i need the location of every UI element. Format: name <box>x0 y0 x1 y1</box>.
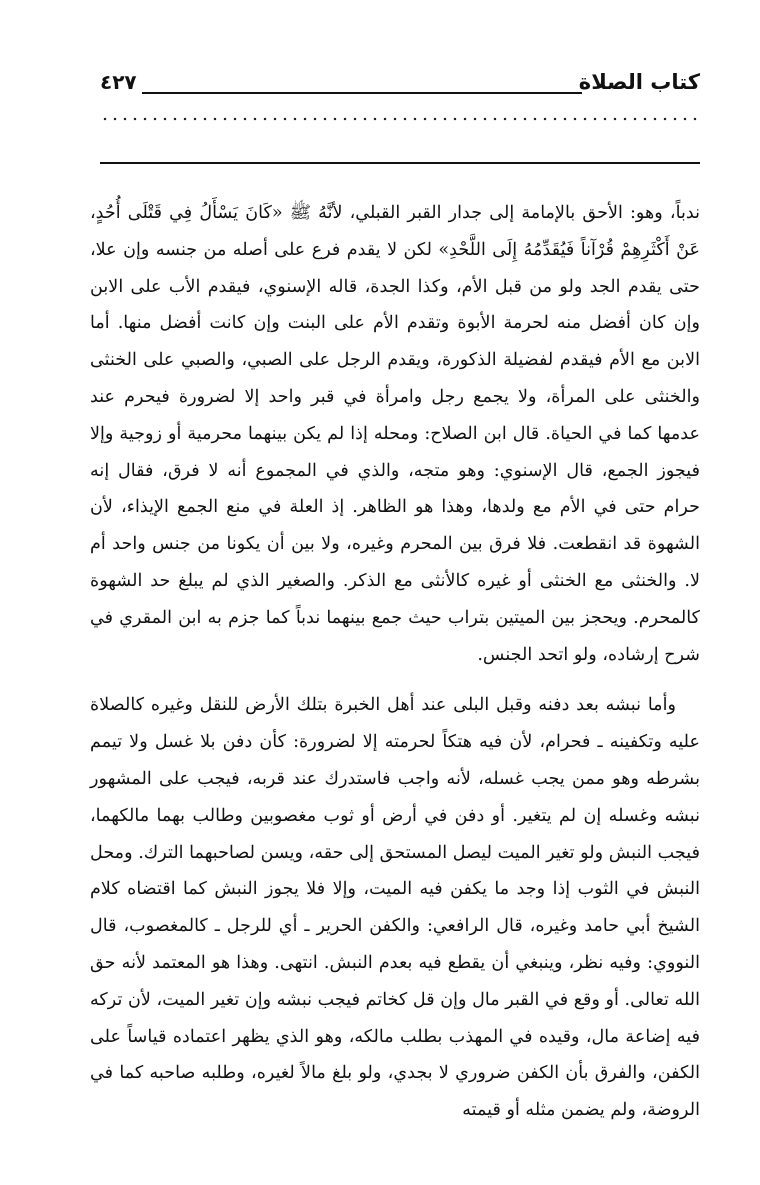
paragraph-1: ندباً، وهو: الأحق بالإمامة إلى جدار القبر القبلي، لأنَّهُ ﷺ «كَانَ يَسْأَلُ فِي قَتْلَى أُحُدٍ، عَنْ أَكْثَرِهِمْ قُرْآناً فَيُقَدِّمُهُ إِلَى اللَّحْدِ» لكن لا يقدم فرع على أصله من جنسه وإن علا، حتى يقدم الجد ولو من قبل الأم، وكذا الجدة، قاله الإسنوي، فيقدم الأب على الابن وإن كان أفضل منه لحرمة الأبوة وتقدم الأم على البنت وإن كانت أفضل منها. أما الابن مع الأم فيقدم لفضيلة الذكورة، ويقدم الرجل على الصبي، والصبي على الخنثى والخنثى على المرأة، ولا يجمع رجل وامرأة في قبر واحد إلا لضرورة فيحرم عند عدمها كما في الحياة. قال ابن الصلاح: ومحله إذا لم يكن بينهما محرمية أو زوجية وإلا فيجوز الجمع، قال الإسنوي: وهو متجه، والذي في المجموع أنه لا فرق، فقال إنه حرام حتى في الأم مع ولدها، وهذا هو الظاهر. إذ العلة في منع الجمع الإيذاء، لأن الشهوة قد انقطعت. فلا فرق بين المحرم وغيره، ولا بين أن يكونا من جنس واحد أم لا. والخنثى مع الخنثى أو غيره كالأنثى مع الذكر. والصغير الذي لم يبلغ حد الشهوة كالمحرم. ويحجز بين الميتين بتراب حيث جمع بينهما ندباً كما جزم به ابن المقري في شرح إرشاده، ولو اتحد الجنس. <box>90 203 700 665</box>
paragraph-2: وأما نبشه بعد دفنه وقبل البلى عند أهل الخبرة بتلك الأرض للنقل وغيره كالصلاة عليه وتكفينه ـ فحرام، لأن فيه هتكاً لحرمته إلا لضرورة: كأن دفن بلا غسل ولا تيمم بشرطه وهو ممن يجب غسله، لأنه واجب فاستدرك عند قربه، فيجب على المشهور نبشه وغسله إن لم يتغير. أو دفن في أرض أو ثوب مغصوبين وطالب بهما مالكهما، فيجب النبش ولو تغير الميت ليصل المستحق إلى حقه، ويسن لصاحبهما الترك. ومحل النبش في الثوب إذا وجد ما يكفن فيه الميت، وإلا فلا يجوز النبش كما اقتضاه كلام الشيخ أبي حامد وغيره، قال الرافعي: والكفن الحرير ـ أي للرجل ـ كالمغصوب، قال النووي: وفيه نظر، وينبغي أن يقطع فيه بعدم النبش. انتهى. وهذا هو المعتمد لأنه حق الله تعالى. أو وقع في القبر مال وإن قل كخاتم فيجب نبشه وإن تغير الميت، لأن تركه فيه إضاعة مال، وقيده في المهذب بطلب مالكه، وهو الذي يظهر اعتماده قياساً على الكفن، والفرق بأن الكفن ضروري لا بجدي، ولو بلغ مالاً لغيره، وطلبه صاحبه كما في الروضة، ولم يضمن مثله أو قيمته <box>90 695 700 1121</box>
header-rule <box>142 92 582 94</box>
running-header <box>100 62 700 102</box>
page-body <box>90 195 700 1129</box>
page-number: ٤٢٧ <box>100 70 137 94</box>
dotted-separator <box>100 112 700 126</box>
header-title: كتاب الصلاة <box>578 70 700 94</box>
main-rule <box>100 162 700 164</box>
